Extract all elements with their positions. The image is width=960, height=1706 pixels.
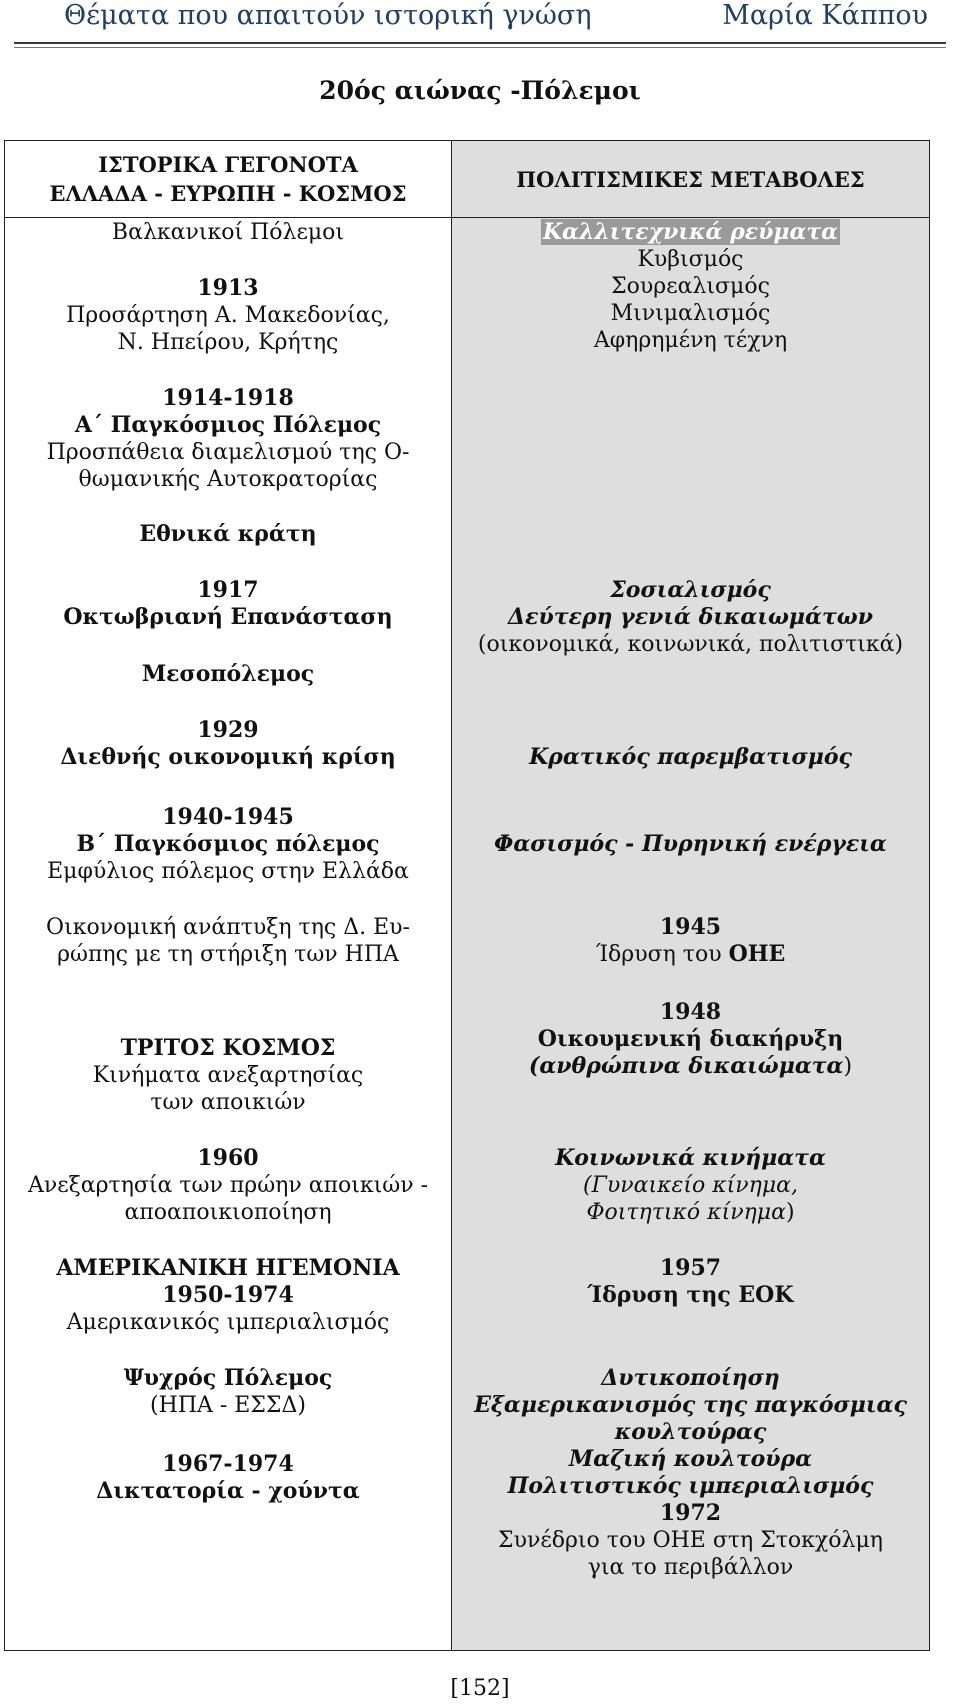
page-number: [152] — [450, 1676, 510, 1701]
right-line: Κοινωνικά κινήματα — [555, 1145, 826, 1171]
right-header-label: ΠΟΛΙΤΙΣΜΙΚΕΣ ΜΕΤΑΒΟΛΕΣ — [516, 166, 865, 192]
right-line-part: ) — [843, 1054, 853, 1079]
right-line-part: (ανθρώπινα δικαιώματα — [528, 1053, 844, 1079]
right-line — [452, 1198, 929, 1227]
right-line: Οικουμενική διακήρυξη — [537, 1026, 844, 1052]
right-line: Φασισμός - Πυρηνική ενέργεια — [494, 831, 887, 857]
left-line: αποαποικιοποίηση — [124, 1200, 332, 1225]
left-line: 1914-1918 — [162, 385, 294, 411]
left-line: (ΗΠΑ - ΕΣΣΔ) — [150, 1393, 306, 1418]
left-line: ρώπης με τη στήριξη των ΗΠΑ — [57, 942, 399, 967]
left-line: 1929 — [197, 717, 259, 743]
left-line: Δικτατορία - χούντα — [96, 1478, 360, 1504]
header-rule — [14, 47, 946, 48]
left-line: Οικονομική ανάπτυξη της Δ. Ευ- — [46, 915, 410, 940]
left-line: 1967-1974 — [162, 1451, 294, 1477]
right-line-part: Φοιτητικό κίνημα — [586, 1200, 786, 1225]
left-header-line-1: ΙΣΤΟΡΙΚΑ ΓΕΓΟΝΟΤΑ — [98, 152, 358, 177]
right-line: 1948 — [659, 999, 722, 1025]
right-line: κουλτούρας — [614, 1419, 767, 1445]
right-line — [452, 1052, 929, 1081]
right-line: Δυτικοποίηση — [601, 1365, 780, 1391]
left-line: ΤΡΙΤΟΣ ΚΟΣΜΟΣ — [120, 1035, 336, 1061]
right-line: 1972 — [659, 1500, 722, 1526]
right-line: Σοσιαλισμός — [610, 577, 771, 603]
left-line: Μεσοπόλεμος — [141, 661, 315, 687]
right-line: (οικονομικά, κοινωνικά, πολιτιστικά) — [477, 632, 904, 657]
right-line: Αφηρημένη τέχνη — [593, 328, 788, 353]
left-line: 1917 — [197, 577, 259, 603]
left-line: 1913 — [197, 275, 259, 301]
left-line: Ψυχρός Πόλεμος — [123, 1365, 333, 1391]
left-line: Οκτωβριανή Επανάσταση — [63, 604, 393, 630]
left-line: 1950-1974 — [162, 1282, 294, 1308]
left-header-line-2: ΕΛΛΑΔΑ - ΕΥΡΩΠΗ - ΚΟΣΜΟΣ — [49, 181, 407, 206]
right-line: για το περιβάλλον — [587, 1555, 794, 1580]
right-line-part: ΟΗΕ — [728, 941, 786, 967]
right-line: (Γυναικείο κίνημα, — [583, 1173, 798, 1198]
right-line-part: ) — [785, 1200, 795, 1225]
left-line: Προσάρτηση Α. Μακεδονίας, — [66, 303, 390, 328]
right-body-cell — [452, 218, 930, 1651]
left-line: Α΄ Παγκόσμιος Πόλεμος — [74, 412, 382, 438]
page-title: 20ός αιώνας -Πόλεμοι — [319, 76, 641, 105]
left-line: Ν. Ηπείρου, Κρήτης — [117, 330, 339, 355]
left-line: Αμερικανικός ιμπεριαλισμός — [66, 1310, 390, 1335]
running-header — [14, 0, 946, 44]
right-line — [452, 940, 929, 969]
left-line: ΑΜΕΡΙΚΑΝΙΚΗ ΗΓΕΜΟΝΙΑ — [56, 1255, 400, 1281]
right-header-cell — [452, 141, 930, 218]
right-line: Κρατικός παρεμβατισμός — [529, 744, 852, 770]
header-topic: Θέματα που απαιτούν ιστορική γνώση — [64, 0, 592, 31]
history-table — [4, 140, 930, 1651]
right-line-part: Ίδρυση του — [595, 942, 729, 967]
left-body-cell — [5, 218, 452, 1651]
left-line: θωμανικής Αυτοκρατορίας — [78, 467, 378, 492]
right-line: Κυβισμός — [637, 247, 744, 272]
left-line: 1960 — [197, 1145, 259, 1171]
right-line: 1957 — [659, 1255, 722, 1281]
left-header-cell — [5, 141, 452, 218]
left-line: 1940-1945 — [162, 804, 294, 830]
left-line: των αποικιών — [150, 1090, 306, 1115]
left-line: Ανεξαρτησία των πρώην αποικιών - — [27, 1173, 429, 1198]
highlighted-heading: Καλλιτεχνικά ρεύματα — [542, 219, 839, 245]
right-line: Σουρεαλισμός — [611, 274, 770, 299]
right-line — [452, 218, 929, 247]
right-line: 1945 — [659, 914, 722, 940]
left-line: Β΄ Παγκόσμιος πόλεμος — [76, 831, 380, 857]
left-line: Βαλκανικοί Πόλεμοι — [111, 220, 345, 245]
left-line: Εμφύλιος πόλεμος στην Ελλάδα — [47, 859, 409, 884]
table-body-row — [5, 218, 930, 1651]
left-line: Εθνικά κράτη — [139, 521, 317, 547]
left-line: Διεθνής οικονομική κρίση — [60, 744, 396, 770]
left-line: Προσπάθεια διαμελισμού της Ο- — [46, 440, 410, 465]
table-header-row — [5, 141, 930, 218]
header-author: Μαρία Κάππου — [722, 0, 928, 31]
left-line: Κινήματα ανεξαρτησίας — [92, 1063, 364, 1088]
right-line: Ίδρυση της ΕΟΚ — [587, 1282, 794, 1308]
right-line: Πολιτιστικός ιμπεριαλισμός — [507, 1473, 874, 1499]
right-line: Συνέδριο του ΟΗΕ στη Στοκχόλμη — [498, 1528, 883, 1553]
right-line: Μινιμαλισμός — [610, 301, 771, 326]
right-line: Δεύτερη γενιά δικαιωμάτων — [508, 604, 873, 630]
right-line: Μαζική κουλτούρα — [568, 1446, 813, 1472]
right-line: Εξαμερικανισμός της παγκόσμιας — [474, 1392, 907, 1418]
